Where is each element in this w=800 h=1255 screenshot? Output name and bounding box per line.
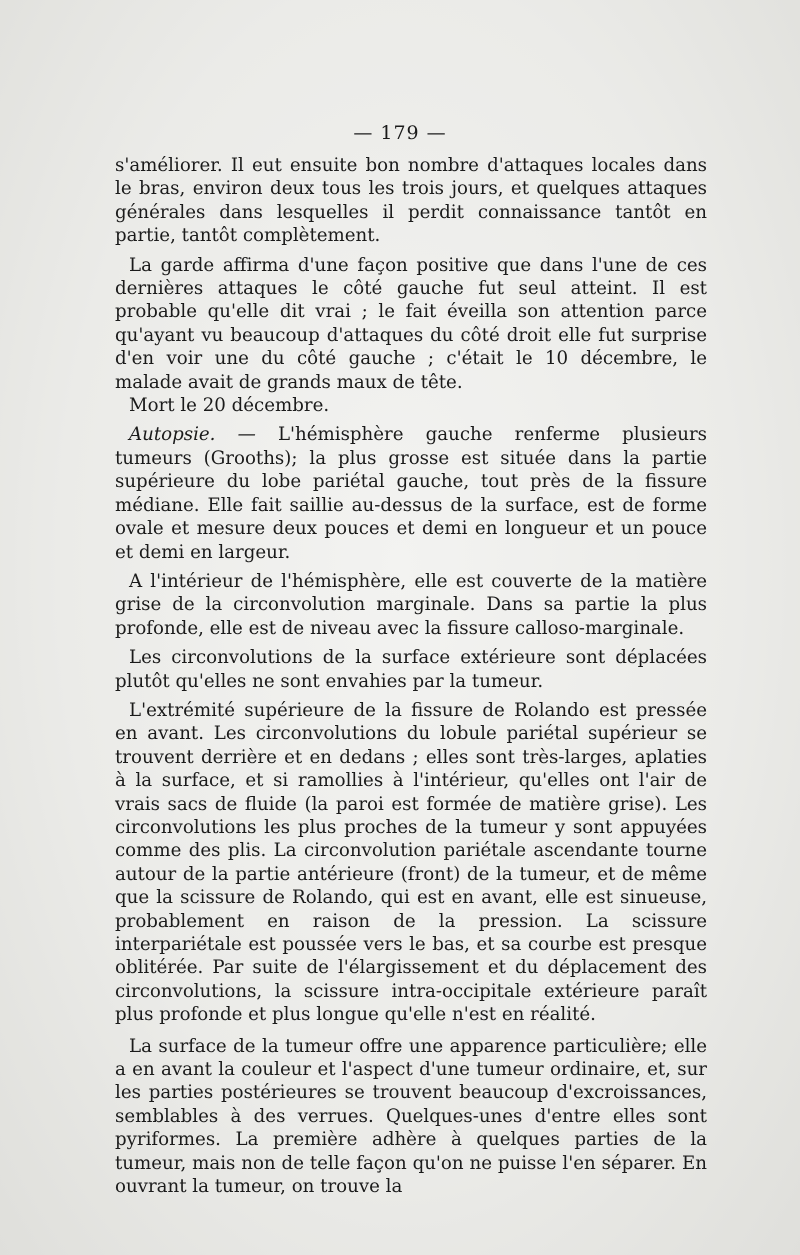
paragraph-1: s'améliorer. Il eut ensuite bon nombre d'attaques locales dans le bras, environ deux tous les trois jours, et quelques attaques générales dans lesquelles il perdit connaissance tantôt en partie, tantôt complètement. [115, 155, 707, 247]
autopsie-heading: Autopsie. — [129, 424, 256, 446]
paragraph-3: Mort le 20 décembre. [129, 395, 330, 417]
paragraph-6: Les circonvolutions de la surface extérieure sont déplacées plutôt qu'elles ne sont envahies par la tumeur. [115, 647, 707, 692]
paragraph-4-body: L'hémisphère gauche renferme plusieurs tumeurs (Grooths); la plus grosse est située dans la partie supérieure du lobe pariétal gauche, tout près de la fissure médiane. Elle fait saillie au-dessus de la surface, est de forme ovale et mesure deux pouces et demi en longueur et un pouce et demi en largeur. [115, 424, 707, 563]
page-number: — 179 — [353, 122, 447, 144]
paragraph-2: La garde affirma d'une façon positive que dans l'une de ces dernières attaques le côté gauche fut seul atteint. Il est probable qu'elle dit vrai ; le fait éveilla son attention parce qu'ayant vu beaucoup d'attaques du côté droit elle fut surprise d'en voir une du côté gauche ; c'était le 10 décembre, le malade avait de grands maux de tête. [115, 254, 707, 393]
paragraph-7: L'extrémité supérieure de la fissure de Rolando est pressée en avant. Les circonvolutions du lobule pariétal supérieur se trouvent derrière et en dedans ; elles sont très-larges, aplaties à la surface, et si ramollies à l'intérieur, qu'elles ont l'air de vrais sacs de fluide (la paroi est formée de matière grise). Les circonvolutions les plus proches de la tumeur y sont appuyées comme des plis. La circonvolution pariétale ascendante tourne autour de la partie antérieure (front) de la tumeur, et de même que la scissure de Rolando, qui est en avant, elle est sinueuse, probablement en raison de la pression. La scissure interpariétale est poussée vers le bas, et sa courbe est presque oblitérée. Par suite de l'élargissement et du déplacement des circonvolutions, la scissure intra-occipitale extérieure paraît plus profonde et plus longue qu'elle n'est en réalité. [115, 699, 707, 1026]
paragraph-8: La surface de la tumeur offre une apparence particulière; elle a en avant la couleur et l'aspect d'une tumeur ordinaire, et, sur les parties postérieures se trouvent beaucoup d'excroissances, semblables à des verrues. Quelques-unes d'entre elles sont pyriformes. La première adhère à quelques parties de la tumeur, mais non de telle façon qu'on ne puisse l'en séparer. En ouvrant la tumeur, on trouve la [115, 1035, 707, 1198]
paragraph-5: A l'intérieur de l'hémisphère, elle est couverte de la matière grise de la circonvolution marginale. Dans sa partie la plus profonde, elle est de niveau avec la fissure calloso-marginale. [115, 570, 707, 639]
paragraph-4 [115, 423, 707, 563]
body-text [115, 154, 707, 1198]
